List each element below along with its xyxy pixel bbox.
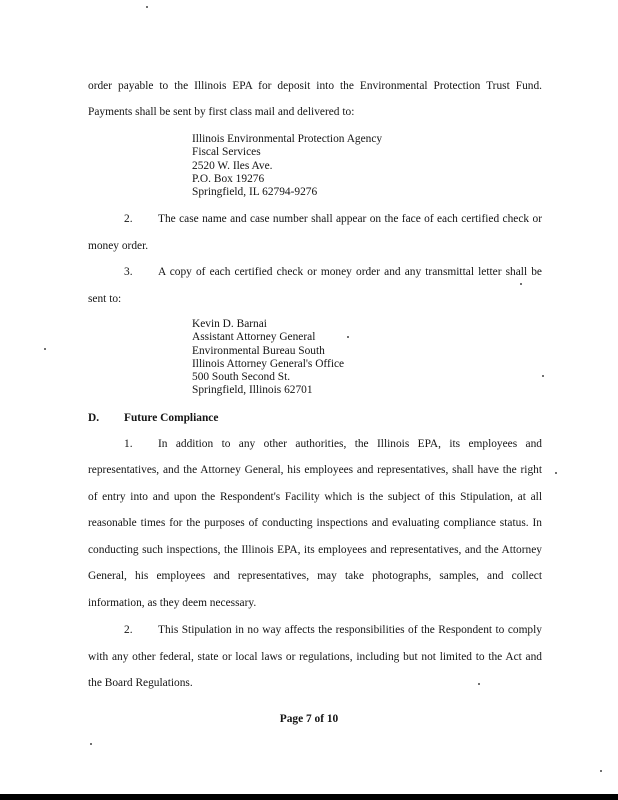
- intro-line-1: order payable to the Illinois EPA for deposit into the Environmental Protection Trust Fund.: [88, 80, 542, 92]
- scan-speck: [347, 336, 349, 338]
- address-line: Environmental Bureau South: [192, 344, 325, 357]
- item-2-number: 2.: [124, 213, 133, 225]
- scan-speck: [90, 743, 92, 745]
- item-3-line-2: sent to:: [88, 293, 122, 305]
- address-line: Fiscal Services: [192, 146, 261, 159]
- item-3-number: 3.: [124, 266, 133, 278]
- d1-line: representatives, and the Attorney General, his employees and representatives, shall have the right: [88, 464, 542, 476]
- d1-line: reasonable times for the purposes of conducting inspections and evaluating compliance status. In: [88, 517, 542, 529]
- d1-line: General, his employees and representatives, may take photographs, samples, and collect: [88, 570, 542, 582]
- epa-address-block: [192, 133, 382, 199]
- address-line: P.O. Box 19276: [192, 172, 265, 185]
- intro-line-2: Payments shall be sent by first class mail and delivered to:: [88, 106, 355, 118]
- scan-speck: [555, 472, 557, 474]
- scan-speck: [542, 375, 544, 377]
- scan-bottom-edge: [0, 794, 618, 800]
- address-line: Kevin D. Barnai: [192, 318, 267, 330]
- address-line: Springfield, Illinois 62701: [192, 384, 313, 397]
- scan-speck: [520, 283, 522, 285]
- d2-number: 2.: [124, 624, 133, 636]
- item-3-line-1: A copy of each certified check or money order and any transmittal letter shall be: [158, 266, 542, 278]
- section-d-letter: D.: [88, 412, 100, 424]
- address-line: Assistant Attorney General: [192, 331, 316, 344]
- address-line: 500 South Second St.: [192, 371, 291, 384]
- item-2-line-2: money order.: [88, 240, 149, 252]
- d1-line: In addition to any other authorities, the Illinois EPA, its employees and: [158, 438, 542, 450]
- d1-line: information, as they deem necessary.: [88, 597, 257, 609]
- scan-speck: [146, 6, 148, 8]
- scan-speck: [44, 348, 46, 350]
- d1-number: 1.: [124, 438, 133, 450]
- section-d-title: Future Compliance: [124, 412, 219, 424]
- d1-line: conducting such inspections, the Illinois EPA, its employees and representatives, and the Attorney: [88, 544, 542, 556]
- scan-speck: [478, 683, 480, 685]
- address-line: 2520 W. Iles Ave.: [192, 159, 273, 172]
- attorney-address-block: [192, 318, 344, 398]
- d2-line: with any other federal, state or local laws or regulations, including but not limited to the Act and: [88, 651, 542, 663]
- address-line: Springfield, IL 62794-9276: [192, 186, 318, 199]
- d2-line: This Stipulation in no way affects the responsibilities of the Respondent to comply: [158, 624, 542, 636]
- scan-speck: [600, 770, 602, 772]
- item-2-line-1: The case name and case number shall appear on the face of each certified check or: [158, 213, 542, 225]
- address-line: Illinois Attorney General's Office: [192, 357, 345, 370]
- address-line: Illinois Environmental Protection Agency: [192, 133, 383, 145]
- page-footer: Page 7 of 10: [279, 713, 339, 725]
- d2-line: the Board Regulations.: [88, 677, 193, 689]
- d1-line: of entry into and upon the Respondent's Facility which is the subject of this Stipulation, at all: [88, 491, 542, 503]
